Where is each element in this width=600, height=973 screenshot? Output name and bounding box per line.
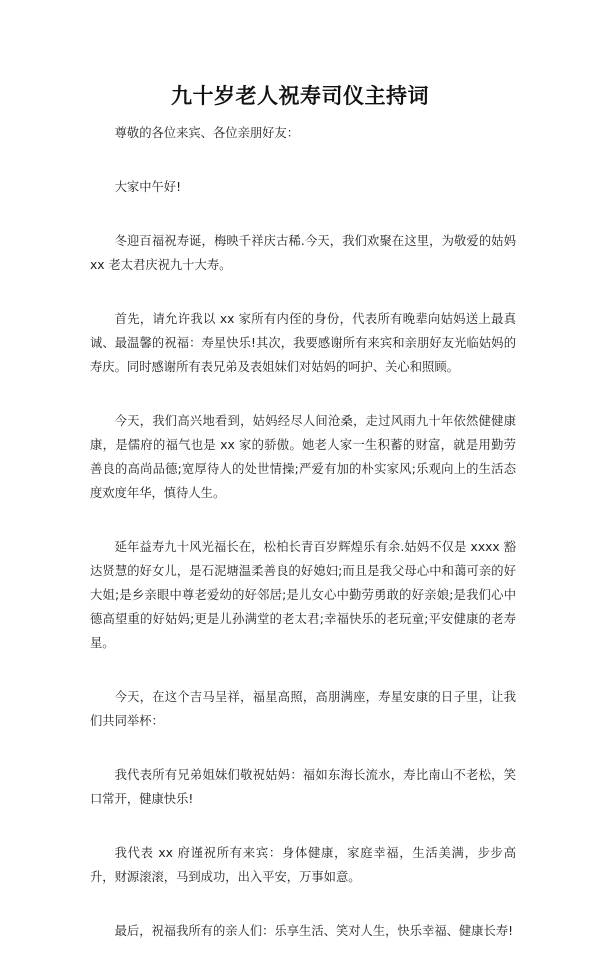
paragraph-opening: 冬迎百福祝寿诞，梅映千祥庆古稀.今天，我们欢聚在这里，为敬爱的姑妈 xx 老太君庆祝九十大寿。 — [90, 234, 516, 272]
paragraph-greeting: 大家中午好! — [114, 180, 182, 194]
paragraph-salutation: 尊敬的各位来宾、各位亲朋好友： — [114, 126, 300, 140]
document-body — [90, 121, 516, 973]
paragraph-toast-guests: 我代表 xx 府谨祝所有来宾：身体健康，家庭幸福，生活美满，步步高升，财源滚滚，马到成功，出入平安，万事如意。 — [90, 846, 516, 884]
paragraph-blessing: 首先，请允许我以 xx 家所有内侄的身份，代表所有晚辈向姑妈送上最真诚、最温馨的祝福：寿星快乐!其次，我要感谢所有来宾和亲朋好友光临姑妈的寿庆。同时感谢所有表兄弟及表姐妹们对姑妈的呵护、关心和照顾。 — [90, 312, 516, 374]
document-title: 九十岁老人祝寿司仪主持词 — [171, 84, 429, 108]
paragraph-toast-aunt: 我代表所有兄弟姐妹们敬祝姑妈：福如东海长流水，寿比南山不老松，笑口常开，健康快乐! — [90, 768, 516, 806]
paragraph-virtues: 延年益寿九十风光福长在，松柏长青百岁辉煌乐有余.姑妈不仅是 xxxx 豁达贤慧的好女儿，是石泥塘温柔善良的好媳妇;而且是我父母心中和蔼可亲的好大姐;是乡亲眼中尊老爱幼的好邻居;是儿女心中勤劳勇敢的好亲娘;是我们心中德高望重的好姑妈;更是儿孙满堂的老太君;幸福快乐的老玩童;平安健康的老寿星。 — [90, 540, 516, 650]
paragraph-toast-intro: 今天，在这个吉马呈祥，福星高照，高朋满座，寿星安康的日子里，让我们共同举杯： — [90, 690, 516, 728]
paragraph-praise: 今天，我们高兴地看到，姑妈经尽人间沧桑，走过风雨九十年依然健健康康，是儒府的福气也是 xx 家的骄傲。她老人家一生积蓄的财富，就是用勤劳善良的高尚品德;宽厚待人的处世情操;严爱有加的朴实家风;乐观向上的生活态度欢度年华，慎待人生。 — [90, 414, 516, 500]
paragraph-closing: 最后，祝福我所有的亲人们：乐享生活、笑对人生，快乐幸福、健康长寿! — [114, 924, 514, 938]
